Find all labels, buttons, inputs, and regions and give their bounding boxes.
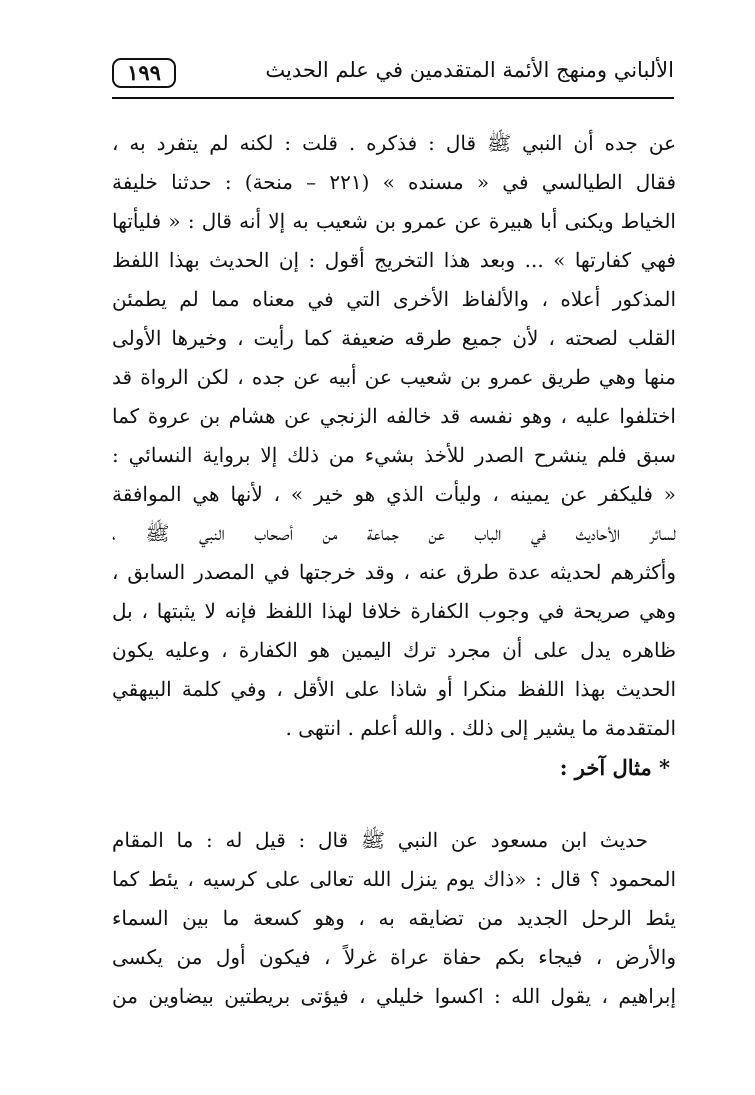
text-line: الخياط ويكنى أبا هبيرة عن عمرو بن شعيب به إلا أنه قال : « فليأتها: [112, 209, 676, 233]
text-line: فقال الطيالسي في « مسنده » (٢٢١ – منحة) : حدثنا خليفة: [112, 170, 677, 194]
section-heading: * مثال آخر :: [559, 755, 670, 780]
text-line: وهي صريحة في وجوب الكفارة خلافا لهذا اللفظ فإنه لا يثبتها ، بل: [112, 599, 676, 623]
page-body: [112, 124, 676, 1016]
text-line: عن جده أن النبي ﷺ قال : فذكره . قلت : لكنه لم يتفرد به ،: [112, 131, 676, 155]
text-line: المذكور أعلاه ، والألفاظ الأخرى التي في معناه مما لم يطمئن: [112, 287, 676, 311]
text-line: ظاهره يدل على أن مجرد ترك اليمين هو الكفارة ، وعليه يكون: [112, 638, 676, 662]
paragraph-gap: [112, 787, 676, 821]
text-line: لسائر الأحاديث في الباب عن جماعة من أصحاب النبي ﷺ ،: [112, 521, 676, 545]
text-line: والأرض ، فيجاء بكم حفاة عراة غرلاً ، فيكون أول من يكسى: [112, 945, 676, 969]
text-line: منها وهي طريق عمرو بن شعيب عن أبيه عن جده ، لكن الرواة قد: [112, 365, 676, 389]
header-rule: [112, 97, 674, 99]
text-line: فهي كفارتها » ... وبعد هذا التخريج أقول : إن الحديث بهذا اللفظ: [112, 248, 676, 272]
text-line: الحديث بهذا اللفظ منكرا أو شاذا على الأقل ، وفي كلمة البيهقي: [112, 677, 676, 701]
text-line: وأكثرهم لحديثه عدة طرق عنه ، وقد خرجتها في المصدر السابق ،: [112, 560, 676, 584]
text-line: سبق فلم ينشرح الصدر للأخذ بشيء من ذلك إلا برواية النسائي :: [112, 443, 676, 467]
page-number: ١٩٩: [112, 58, 176, 88]
text-line: حديث ابن مسعود عن النبي ﷺ قال : قيل له : ما المقام: [112, 828, 648, 852]
text-line: يئط الرحل الجديد من تضايقه به ، وهو كسعة ما بين السماء: [112, 906, 676, 930]
text-line: اختلفوا عليه ، وهو نفسه قد خالفه الزنجي عن هشام بن عروة كما: [112, 404, 676, 428]
text-line: المتقدمة ما يشير إلى ذلك . والله أعلم . انتهى .: [285, 716, 676, 740]
page-header: [112, 52, 674, 100]
text-line: إبراهيم ، يقول الله : اكسوا خليلي ، فيؤتى بريطتين بيضاوين من: [112, 984, 676, 1008]
running-title: الألباني ومنهج الأئمة المتقدمين في علم الحديث: [265, 58, 674, 82]
text-line: المحمود ؟ قال : «ذاك يوم ينزل الله تعالى على كرسيه ، يئط كما: [112, 867, 676, 891]
text-line: القلب لصحته ، لأن جميع طرقه ضعيفة كما رأيت ، وخيرها الأولى: [112, 326, 676, 350]
text-line: « فليكفر عن يمينه ، وليأت الذي هو خير » ، لأنها هي الموافقة: [112, 482, 676, 506]
